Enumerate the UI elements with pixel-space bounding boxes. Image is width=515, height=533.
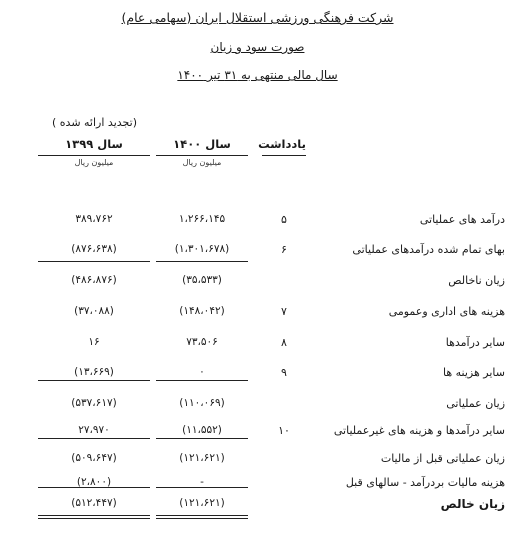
subtotal-rule-current-4 bbox=[156, 487, 248, 488]
row-current-value: ۱،۲۶۶،۱۴۵ bbox=[178, 213, 226, 225]
final-rule-current-b bbox=[156, 518, 248, 519]
subtotal-rule-current-2 bbox=[156, 380, 248, 381]
final-rule-prior-a bbox=[38, 515, 150, 516]
subtotal-rule-current-1 bbox=[156, 261, 248, 262]
row-current-value: - bbox=[200, 476, 204, 488]
unit-prior: میلیون ریال bbox=[74, 158, 114, 167]
prior-year-header: سال ۱۳۹۹ bbox=[65, 137, 123, 151]
header-rule-current bbox=[156, 155, 248, 156]
row-note: ۹ bbox=[281, 366, 287, 379]
row-note: ۵ bbox=[281, 213, 287, 226]
header-rule-prior bbox=[38, 155, 150, 156]
row-current-value: (۱۱،۵۵۲) bbox=[182, 424, 222, 436]
row-label: زیان عملیاتی قبل از مالیات bbox=[380, 452, 505, 465]
row-note: ۱۰ bbox=[278, 424, 290, 437]
period-title: سال مالی منتهی به ۳۱ تیر ۱۴۰۰ bbox=[177, 68, 338, 82]
row-note: ۸ bbox=[281, 336, 287, 349]
restated-label: (تجدید ارائه شده ) bbox=[52, 116, 137, 129]
row-label: سایر هزینه ها bbox=[443, 366, 505, 379]
row-prior-value: (۵۱۲،۴۴۷) bbox=[71, 497, 117, 509]
row-prior-value: (۳۷،۰۸۸) bbox=[74, 305, 114, 317]
row-current-value: (۱،۳۰۱،۶۷۸) bbox=[174, 243, 230, 255]
note-header: یادداشت bbox=[258, 137, 306, 151]
row-current-value: (۱۴۸،۰۴۲) bbox=[179, 305, 225, 317]
unit-current: میلیون ریال bbox=[182, 158, 222, 167]
row-label: بهای تمام شده درآمدهای عملیاتی bbox=[352, 243, 505, 256]
row-label: سایر درآمدها و هزینه های غیرعملیاتی bbox=[333, 424, 505, 437]
subtotal-rule-current-3 bbox=[156, 438, 248, 439]
row-prior-value: (۵۳۷،۶۱۷) bbox=[71, 397, 117, 409]
row-prior-value: (۵۰۹،۶۴۷) bbox=[71, 452, 117, 464]
row-prior-value: (۸۷۶،۶۳۸) bbox=[71, 243, 117, 255]
subtotal-rule-prior-3 bbox=[38, 438, 150, 439]
row-label: زیان خالص bbox=[440, 497, 505, 511]
final-rule-current-a bbox=[156, 515, 248, 516]
row-note: ۷ bbox=[281, 305, 287, 318]
header-rule-note bbox=[262, 155, 306, 156]
row-current-value: ۷۳،۵۰۶ bbox=[186, 336, 218, 348]
row-current-value: (۱۲۱،۶۲۱) bbox=[179, 497, 225, 509]
row-current-value: (۱۲۱،۶۲۱) bbox=[179, 452, 225, 464]
row-label: هزینه های اداری وعمومی bbox=[388, 305, 505, 318]
row-label: هزینه مالیات بردرآمد - سالهای قبل bbox=[345, 476, 505, 489]
current-year-header: سال ۱۴۰۰ bbox=[173, 137, 231, 151]
row-current-value: ۰ bbox=[199, 366, 205, 378]
row-label: سایر درآمدها bbox=[445, 336, 505, 349]
row-label: درآمد های عملیاتی bbox=[419, 213, 505, 226]
row-prior-value: (۱۳،۶۶۹) bbox=[74, 366, 114, 378]
row-note: ۶ bbox=[281, 243, 287, 256]
row-prior-value: ۱۶ bbox=[88, 336, 100, 348]
row-current-value: (۳۵،۵۳۳) bbox=[182, 274, 222, 286]
row-label: زیان ناخالص bbox=[448, 274, 505, 287]
row-prior-value: ۳۸۹،۷۶۲ bbox=[75, 213, 113, 225]
subtotal-rule-prior-4 bbox=[38, 487, 150, 488]
row-prior-value: (۲،۸۰۰) bbox=[76, 476, 112, 488]
row-prior-value: ۲۷،۹۷۰ bbox=[78, 424, 110, 436]
company-name: شرکت فرهنگی ورزشی استقلال ایران (سهامی عام) bbox=[121, 10, 394, 25]
row-prior-value: (۴۸۶،۸۷۶) bbox=[71, 274, 117, 286]
statement-title: صورت سود و زیان bbox=[210, 40, 305, 54]
final-rule-prior-b bbox=[38, 518, 150, 519]
subtotal-rule-prior-2 bbox=[38, 380, 150, 381]
row-label: زیان عملیاتی bbox=[446, 397, 505, 410]
subtotal-rule-prior-1 bbox=[38, 261, 150, 262]
row-current-value: (۱۱۰،۰۶۹) bbox=[179, 397, 225, 409]
